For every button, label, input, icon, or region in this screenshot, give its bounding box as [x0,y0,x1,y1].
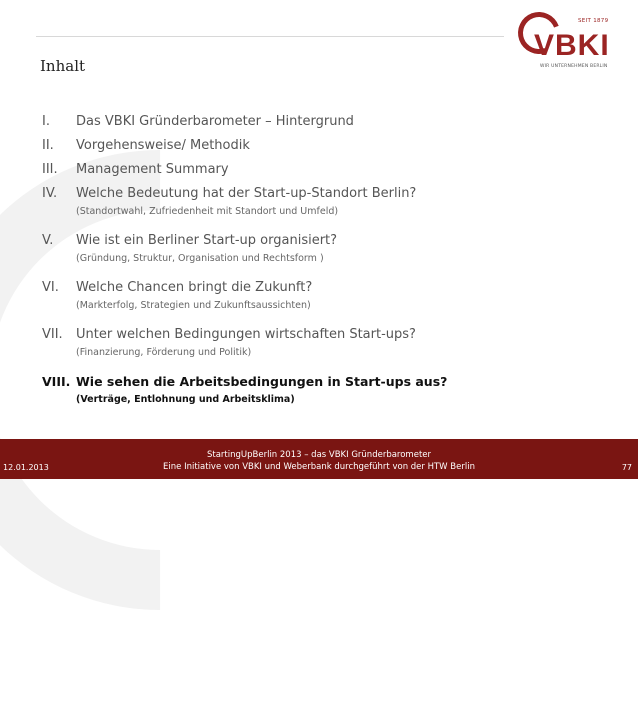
toc-item-4-subtitle [0,206,600,233]
toc-item-text: Wie ist ein Berliner Start-up organisiert? [76,233,338,248]
toc-item-text: Management Summary [76,162,229,177]
toc-item-2 [0,138,600,162]
toc-item-6-subtitle [0,300,600,327]
toc-item-text: Vorgehensweise/ Methodik [76,138,250,153]
toc-item-number: V. [42,233,54,248]
footer-bar [0,439,638,479]
table-of-contents [0,114,600,421]
toc-item-subtitle: (Verträge, Entlohnung und Arbeitsklima) [76,394,295,405]
toc-item-text: Welche Chancen bringt die Zukunft? [76,280,313,295]
toc-item-7-subtitle [0,347,600,374]
toc-item-text: Welche Bedeutung hat der Start-up-Standort Berlin? [76,186,417,201]
toc-item-text: Wie sehen die Arbeitsbedingungen in Start-ups aus? [76,374,448,389]
page-title: Inhalt [40,57,86,75]
toc-item-number: IV. [42,186,58,201]
toc-item-8-subtitle [0,394,600,421]
header-rule [36,36,504,37]
toc-item-number: III. [42,162,58,177]
toc-item-number: VIII. [42,374,71,389]
toc-item-5-subtitle [0,253,600,280]
vbki-logo [510,10,622,80]
toc-item-text: Das VBKI Gründerbarometer – Hintergrund [76,114,354,129]
footer-subtitle: Eine Initiative von VBKI und Weberbank durchgeführt von der HTW Berlin [163,462,475,472]
toc-item-1 [0,114,600,138]
toc-item-number: II. [42,138,54,153]
toc-item-text: Unter welchen Bedingungen wirtschaften Start-ups? [76,327,416,342]
toc-item-subtitle: (Standortwahl, Zufriedenheit mit Standort und Umfeld) [76,206,339,217]
toc-item-number: I. [42,114,50,129]
toc-item-subtitle: (Finanzierung, Förderung und Politik) [76,347,252,358]
footer-date: 12.01.2013 [3,463,49,472]
page-number: 77 [621,463,632,472]
toc-item-number: VII. [42,327,63,342]
toc-item-subtitle: (Gründung, Struktur, Organisation und Rechtsform ) [76,253,324,264]
toc-item-3 [0,162,600,186]
logo-tagline: WIR UNTERNEHMEN BERLIN [540,64,608,69]
footer-title: StartingUpBerlin 2013 – das VBKI Gründerbarometer [207,450,431,460]
toc-item-subtitle: (Markterfolg, Strategien und Zukunftsaussichten) [76,300,311,311]
toc-item-number: VI. [42,280,59,295]
logo-wordmark: VBKI [534,29,610,62]
logo-seit-label: SEIT 1879 [578,18,609,24]
